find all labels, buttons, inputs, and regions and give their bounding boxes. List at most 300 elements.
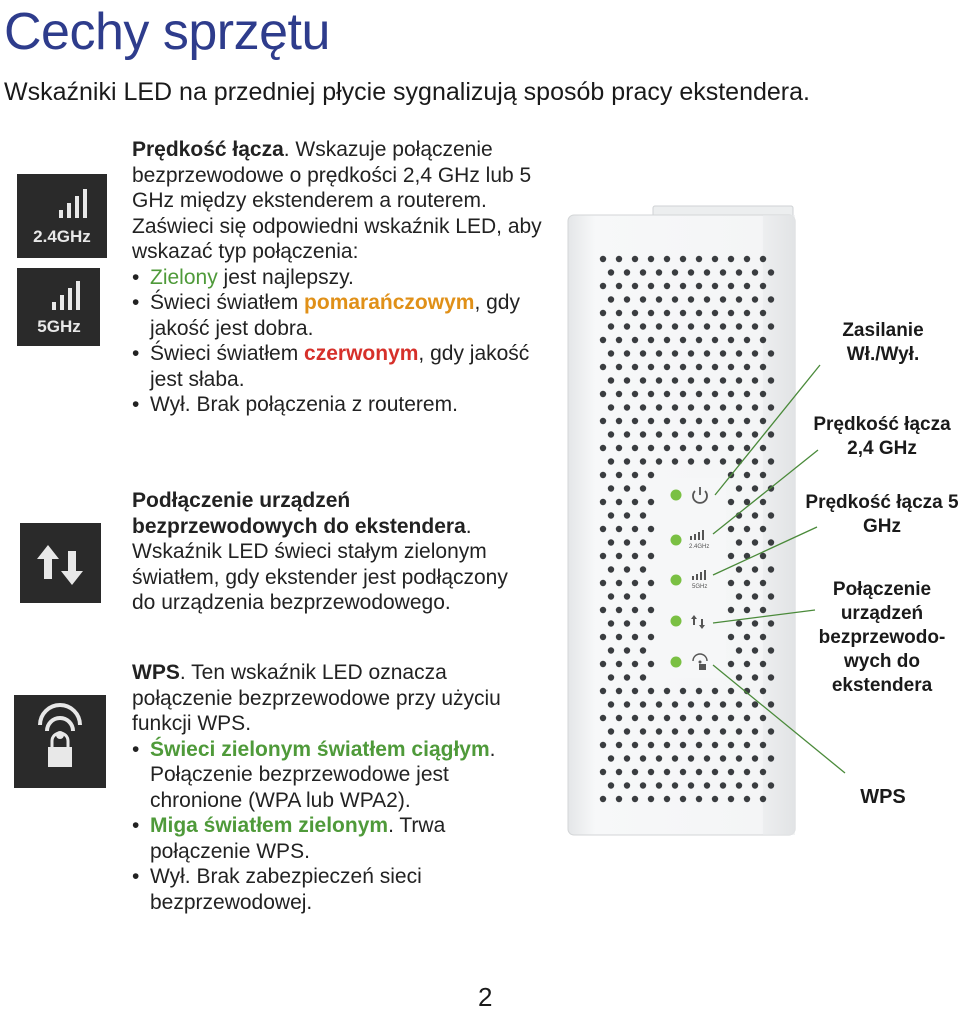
vent-hole [600, 310, 606, 316]
vent-hole [768, 431, 774, 437]
vent-hole [680, 283, 686, 289]
vent-hole [648, 715, 654, 721]
vent-hole [624, 728, 630, 734]
vent-hole [752, 269, 758, 275]
wps-lock-icon [14, 695, 106, 788]
vent-hole [600, 742, 606, 748]
vent-hole [704, 323, 710, 329]
vent-hole [696, 256, 702, 262]
vent-hole [648, 769, 654, 775]
vent-hole [768, 512, 774, 518]
vent-hole [704, 701, 710, 707]
vent-hole [608, 431, 614, 437]
vent-hole [688, 404, 694, 410]
vent-hole [744, 445, 750, 451]
vent-hole [744, 796, 750, 802]
vent-hole [648, 607, 654, 613]
vent-hole [608, 566, 614, 572]
vent-hole [632, 256, 638, 262]
vent-hole [768, 539, 774, 545]
vent-hole [704, 458, 710, 464]
vent-hole [736, 701, 742, 707]
vent-hole [728, 526, 734, 532]
page-number: 2 [478, 982, 493, 1012]
vent-hole [768, 404, 774, 410]
vent-hole [736, 566, 742, 572]
vent-hole [664, 688, 670, 694]
vent-hole [672, 431, 678, 437]
vent-hole [600, 391, 606, 397]
vent-hole [664, 337, 670, 343]
vent-hole [728, 661, 734, 667]
vent-hole [672, 404, 678, 410]
vent-hole [600, 472, 606, 478]
vent-hole [632, 607, 638, 613]
vent-hole [640, 755, 646, 761]
vent-hole [648, 364, 654, 370]
vent-hole [712, 337, 718, 343]
vent-hole [656, 404, 662, 410]
vent-hole [648, 283, 654, 289]
section-wps [132, 660, 522, 915]
vent-hole [648, 553, 654, 559]
vent-hole [656, 350, 662, 356]
link-rate-heading: Prędkość łącza [132, 138, 284, 161]
vent-hole [768, 350, 774, 356]
vent-hole [616, 634, 622, 640]
vent-hole [624, 512, 630, 518]
vent-hole [752, 296, 758, 302]
vent-hole [768, 728, 774, 734]
vent-hole [736, 620, 742, 626]
vent-hole [704, 431, 710, 437]
vent-hole [704, 755, 710, 761]
vent-hole [608, 593, 614, 599]
vent-hole [664, 796, 670, 802]
vent-hole [696, 445, 702, 451]
vent-hole [752, 566, 758, 572]
vent-hole [640, 512, 646, 518]
vent-hole [664, 445, 670, 451]
list-item: • Miga światłem zielonym. Trwa połączenie WPS. [132, 813, 522, 864]
vent-hole [728, 607, 734, 613]
vent-hole [624, 458, 630, 464]
vent-hole [760, 418, 766, 424]
vent-hole [768, 593, 774, 599]
vent-hole [616, 472, 622, 478]
vent-hole [704, 377, 710, 383]
vent-hole [752, 404, 758, 410]
vent-hole [648, 418, 654, 424]
vent-hole [680, 769, 686, 775]
vent-hole [712, 445, 718, 451]
vent-hole [744, 283, 750, 289]
vent-hole [720, 296, 726, 302]
vent-hole [696, 310, 702, 316]
vent-hole [616, 499, 622, 505]
vent-hole [752, 647, 758, 653]
vent-hole [760, 580, 766, 586]
vent-hole [648, 526, 654, 532]
vent-hole [616, 418, 622, 424]
vent-hole [608, 674, 614, 680]
page-subtitle: Wskaźniki LED na przedniej płycie sygnalizują sposób pracy ekstendera. [4, 78, 810, 106]
vent-hole [624, 674, 630, 680]
vent-hole [720, 755, 726, 761]
vent-hole [688, 377, 694, 383]
vent-hole [672, 350, 678, 356]
vent-hole [744, 337, 750, 343]
vent-hole [744, 607, 750, 613]
vent-hole [768, 701, 774, 707]
vent-hole [696, 364, 702, 370]
vent-hole [632, 337, 638, 343]
vent-hole [632, 796, 638, 802]
vent-hole [648, 310, 654, 316]
vent-hole [608, 620, 614, 626]
vent-hole [728, 715, 734, 721]
led-indicator [671, 575, 682, 586]
vent-hole [768, 566, 774, 572]
vent-hole [680, 256, 686, 262]
led-indicator [671, 490, 682, 501]
list-item: • Wył. Brak zabezpieczeń sieci bezprzewodowej. [132, 864, 522, 915]
vent-hole [616, 445, 622, 451]
vent-hole [744, 769, 750, 775]
vent-hole [672, 728, 678, 734]
vent-hole [640, 269, 646, 275]
vent-hole [624, 404, 630, 410]
vent-hole [648, 580, 654, 586]
vent-hole [664, 283, 670, 289]
vent-hole [640, 593, 646, 599]
vent-hole [672, 269, 678, 275]
vent-hole [656, 458, 662, 464]
vent-hole [712, 391, 718, 397]
vent-hole [760, 337, 766, 343]
vent-hole [648, 256, 654, 262]
vent-hole [688, 431, 694, 437]
vent-hole [640, 485, 646, 491]
vent-hole [720, 377, 726, 383]
vent-hole [632, 661, 638, 667]
vent-hole [616, 391, 622, 397]
vent-hole [680, 445, 686, 451]
vent-hole [664, 256, 670, 262]
vent-hole [736, 485, 742, 491]
vent-hole [760, 769, 766, 775]
vent-hole [760, 688, 766, 694]
vent-hole [624, 782, 630, 788]
vent-hole [616, 553, 622, 559]
vent-hole [752, 323, 758, 329]
vent-hole [616, 661, 622, 667]
callout-link-24ghz: Prędkość łącza 2,4 GHz [813, 414, 951, 459]
callout-wps: WPS [860, 786, 906, 808]
vent-hole [608, 782, 614, 788]
vent-hole [688, 458, 694, 464]
vent-hole [600, 607, 606, 613]
led-5ghz-label: 5GHz [692, 584, 708, 590]
vent-hole [688, 323, 694, 329]
page-title: Cechy sprzętu [4, 3, 330, 61]
vent-hole [768, 647, 774, 653]
vent-hole [624, 566, 630, 572]
vent-hole [680, 796, 686, 802]
vent-hole [616, 607, 622, 613]
vent-hole [640, 620, 646, 626]
vent-hole [712, 310, 718, 316]
vent-hole [680, 688, 686, 694]
vent-hole [688, 728, 694, 734]
vent-hole [672, 782, 678, 788]
vent-hole [656, 728, 662, 734]
list-item: • Świeci zielonym światłem ciągłym. Połączenie bezprzewodowe jest chronione (WPA lub WPA2). [132, 737, 522, 814]
vent-hole [728, 256, 734, 262]
vent-hole [720, 458, 726, 464]
vent-hole [632, 310, 638, 316]
vent-hole [600, 418, 606, 424]
vent-hole [760, 742, 766, 748]
vent-hole [600, 580, 606, 586]
vent-hole [688, 350, 694, 356]
vent-hole [752, 458, 758, 464]
vent-hole [648, 742, 654, 748]
vent-hole [640, 323, 646, 329]
vent-hole [648, 472, 654, 478]
vent-hole [760, 445, 766, 451]
vent-hole [760, 364, 766, 370]
vent-hole [640, 296, 646, 302]
led-indicator [671, 616, 682, 627]
vent-hole [760, 310, 766, 316]
vent-hole [600, 283, 606, 289]
icon-24ghz-label: 2.4GHz [33, 227, 91, 246]
vent-hole [656, 755, 662, 761]
vent-hole [600, 688, 606, 694]
vent-hole [624, 269, 630, 275]
vent-hole [624, 377, 630, 383]
vent-hole [616, 742, 622, 748]
vent-hole [704, 728, 710, 734]
vent-hole [608, 377, 614, 383]
vent-hole [744, 526, 750, 532]
vent-hole [680, 310, 686, 316]
vent-hole [616, 283, 622, 289]
list-item: • Świeci światłem czerwonym, gdy jakość jest słaba. [132, 341, 552, 392]
vent-hole [752, 620, 758, 626]
vent-hole [624, 539, 630, 545]
vent-hole [712, 283, 718, 289]
vent-hole [640, 701, 646, 707]
vent-hole [696, 769, 702, 775]
vent-hole [736, 674, 742, 680]
vent-hole [640, 458, 646, 464]
vent-hole [632, 742, 638, 748]
wps-list [132, 737, 522, 916]
vent-hole [608, 296, 614, 302]
vent-hole [728, 742, 734, 748]
vent-hole [680, 364, 686, 370]
vent-hole [640, 539, 646, 545]
vent-hole [608, 323, 614, 329]
vent-hole [616, 310, 622, 316]
vent-hole [632, 283, 638, 289]
vent-hole [712, 715, 718, 721]
vent-hole [624, 593, 630, 599]
vent-hole [656, 701, 662, 707]
vent-hole [656, 377, 662, 383]
vent-hole [648, 499, 654, 505]
vent-hole [736, 323, 742, 329]
vent-hole [704, 350, 710, 356]
vent-hole [672, 323, 678, 329]
vent-hole [728, 364, 734, 370]
vent-hole [656, 323, 662, 329]
vent-hole [648, 796, 654, 802]
vent-hole [720, 782, 726, 788]
vent-hole [608, 269, 614, 275]
vent-hole [616, 580, 622, 586]
vent-hole [632, 634, 638, 640]
vent-hole [608, 647, 614, 653]
vent-hole [632, 553, 638, 559]
vent-hole [624, 350, 630, 356]
vent-hole [728, 553, 734, 559]
vent-hole [600, 796, 606, 802]
vent-hole [752, 674, 758, 680]
vent-hole [720, 350, 726, 356]
vent-hole [672, 458, 678, 464]
callout-power: Zasilanie Wł./Wył. [842, 320, 924, 365]
link-rate-list [132, 265, 552, 418]
vent-hole [744, 580, 750, 586]
vent-hole [696, 337, 702, 343]
vent-hole [728, 283, 734, 289]
vent-hole [760, 472, 766, 478]
list-item: • Zielony jest najlepszy. [132, 265, 552, 291]
vent-hole [632, 364, 638, 370]
vent-hole [768, 296, 774, 302]
vent-hole [624, 485, 630, 491]
vent-hole [696, 418, 702, 424]
vent-hole [632, 472, 638, 478]
vent-hole [600, 499, 606, 505]
vent-hole [600, 634, 606, 640]
vent-hole [720, 701, 726, 707]
vent-hole [616, 715, 622, 721]
vent-hole [752, 593, 758, 599]
led-indicator [671, 657, 682, 668]
vent-hole [640, 350, 646, 356]
vent-hole [696, 796, 702, 802]
vent-hole [680, 391, 686, 397]
vent-hole [688, 296, 694, 302]
led-24ghz-label: 2.4GHz [689, 544, 710, 550]
vent-hole [632, 445, 638, 451]
vent-hole [696, 742, 702, 748]
vent-hole [768, 323, 774, 329]
vent-hole [752, 728, 758, 734]
vent-hole [664, 418, 670, 424]
vent-hole [688, 701, 694, 707]
vent-hole [600, 256, 606, 262]
list-item: • Świeci światłem pomarańczowym, gdy jakość jest dobra. [132, 290, 552, 341]
vent-hole [752, 377, 758, 383]
vent-hole [616, 256, 622, 262]
vent-hole [744, 634, 750, 640]
vent-hole [688, 782, 694, 788]
vent-hole [712, 769, 718, 775]
vent-hole [608, 485, 614, 491]
vent-hole [728, 580, 734, 586]
vent-hole [744, 472, 750, 478]
vent-hole [624, 701, 630, 707]
signal-24ghz-icon [17, 174, 107, 258]
vent-hole [632, 418, 638, 424]
vent-hole [640, 404, 646, 410]
vent-hole [624, 431, 630, 437]
vent-hole [752, 485, 758, 491]
vent-hole [728, 499, 734, 505]
vent-hole [680, 418, 686, 424]
vent-hole [760, 715, 766, 721]
vent-hole [760, 391, 766, 397]
vent-hole [736, 404, 742, 410]
vent-hole [760, 634, 766, 640]
vent-hole [728, 445, 734, 451]
vent-hole [752, 782, 758, 788]
vent-hole [624, 323, 630, 329]
vent-hole [632, 391, 638, 397]
vent-hole [600, 715, 606, 721]
vent-hole [616, 796, 622, 802]
vent-hole [640, 647, 646, 653]
vent-hole [648, 391, 654, 397]
vent-hole [768, 755, 774, 761]
vent-hole [648, 661, 654, 667]
vent-hole [704, 269, 710, 275]
vent-hole [744, 661, 750, 667]
vent-hole [744, 742, 750, 748]
vent-hole [608, 458, 614, 464]
vent-hole [616, 337, 622, 343]
vent-hole [632, 688, 638, 694]
vent-hole [640, 566, 646, 572]
vent-hole [744, 418, 750, 424]
vent-hole [656, 296, 662, 302]
vent-hole [728, 310, 734, 316]
signal-5ghz-icon [17, 268, 100, 346]
vent-hole [704, 296, 710, 302]
vent-hole [752, 539, 758, 545]
vent-hole [600, 337, 606, 343]
vent-hole [656, 782, 662, 788]
vent-hole [736, 431, 742, 437]
section-client-link [132, 488, 532, 616]
wps-heading: WPS [132, 661, 180, 684]
vent-hole [624, 755, 630, 761]
vent-hole [704, 782, 710, 788]
vent-hole [696, 688, 702, 694]
vent-hole [640, 674, 646, 680]
vent-hole [760, 661, 766, 667]
vent-hole [736, 269, 742, 275]
vent-hole [720, 323, 726, 329]
vent-hole [672, 755, 678, 761]
vent-hole [624, 620, 630, 626]
vent-hole [640, 728, 646, 734]
